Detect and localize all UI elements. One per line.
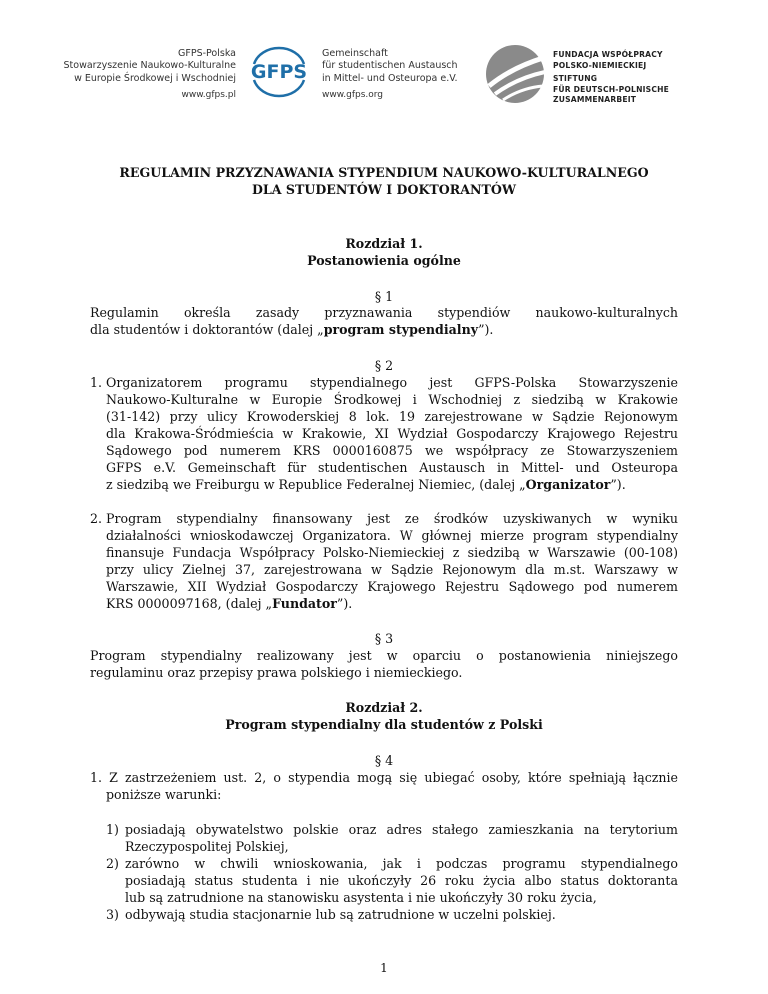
- condition-1-line: Rzeczypospolitej Polskiej,: [125, 839, 289, 854]
- section-2-item-2-line: finansuje Fundacja Współpracy Polsko-Niemieckiej z siedzibą w Warszawie (00-108): [106, 545, 678, 560]
- section-2-item-1-line: (31-142) przy ulicy Krowoderskiej 8 lok. 19 zarejestrowane w Sądzie Rejonowym: [106, 409, 678, 424]
- section-4-mark: § 4: [374, 753, 394, 768]
- section-4-item-1-line: 1. Z zastrzeżeniem ust. 2, o stypendia mogą się ubiegać osoby, które spełniają łącznie: [90, 770, 678, 785]
- gfps-right-line: in Mittel- und Osteuropa e.V.: [322, 72, 458, 84]
- fund-line: POLSKO-NIEMIECKIEJ: [553, 60, 647, 70]
- gfps-right-line: Gemeinschaft: [322, 48, 388, 59]
- section-3-line-1: Program stypendialny realizowany jest w oparciu o postanowienia niniejszego: [90, 648, 678, 663]
- text-run: dla studentów i doktorantów (dalej „: [90, 322, 324, 337]
- fund-line: FUNDACJA WSPÓŁPRACY: [553, 50, 663, 59]
- fund-line: FÜR DEUTSCH-POLNISCHE: [553, 84, 670, 94]
- text-run: ”).: [610, 477, 626, 492]
- gfps-left-line: Stowarzyszenie Naukowo-Kulturalne: [63, 60, 236, 72]
- gfps-pl-url: www.gfps.pl: [181, 90, 236, 101]
- section-2-item-2-line: Program stypendialny finansowany jest ze środków uzyskiwanych w wyniku: [106, 511, 678, 526]
- condition-2-number: 2): [106, 856, 119, 871]
- section-2-mark: § 2: [374, 358, 394, 373]
- text-run: ”).: [336, 596, 353, 611]
- chapter-1-subtitle: Postanowienia ogólne: [307, 253, 461, 268]
- section-2-item-2-number: 2.: [90, 511, 103, 526]
- page-number: 1: [380, 961, 388, 975]
- fundation-name: [553, 50, 753, 106]
- gfps-logo-icon: [242, 44, 316, 100]
- text-run: KRS 0000097168, (dalej „: [106, 596, 273, 611]
- section-2-item-1-line: Sądowego pod numerem KRS 0000160875 we współpracy ze Stowarzyszeniem: [106, 443, 678, 458]
- condition-3-number: 3): [106, 907, 119, 922]
- section-2-item-2-line: przy ulicy Zielnej 37, zarejestrowana w Sądzie Rejonowym dla m.st. Warszawy w: [106, 562, 678, 577]
- section-2-item-1-line: dla Krakowa-Śródmieścia w Krakowie, XI Wydział Gospodarczy Krajowego Rejestru: [106, 426, 678, 441]
- term-fundator: Fundator: [272, 596, 337, 611]
- section-1-line-1: Regulamin określa zasady przyznawania stypendiów naukowo-kulturalnych: [90, 305, 678, 320]
- gfps-right-line: für studentischen Austausch: [322, 60, 458, 72]
- document-title-line-2: DLA STUDENTÓW I DOKTORANTÓW: [252, 182, 516, 197]
- chapter-2-heading: Rozdział 2.: [345, 700, 423, 715]
- condition-3-line: odbywają studia stacjonarnie lub są zatrudnione w uczelni polskiej.: [125, 907, 556, 922]
- fund-line: STIFTUNG: [553, 74, 598, 84]
- section-1-mark: § 1: [374, 289, 394, 304]
- section-4-item-1-line: poniższe warunki:: [106, 787, 222, 802]
- gfps-ev-address: [322, 48, 492, 102]
- section-2-item-1-line: [106, 476, 626, 494]
- document-title-line-1: REGULAMIN PRZYZNAWANIA STYPENDIUM NAUKOWO-KULTURALNEGO: [119, 165, 649, 180]
- condition-1-line: posiadają obywatelstwo polskie oraz adres stałego zamieszkania na terytorium: [125, 822, 678, 837]
- condition-2-line: lub są zatrudnione na stanowisku asystenta i nie ukończyły 30 roku życia,: [125, 890, 597, 905]
- term-program-stypendialny: program stypendialny: [323, 322, 479, 337]
- section-2-item-2-line: Warszawie, XII Wydział Gospodarczy Krajowego Rejestru Sądowego pod numerem: [106, 579, 678, 594]
- section-2-item-1-number: 1.: [90, 375, 103, 390]
- term-organizator: Organizator: [525, 477, 611, 492]
- chapter-1-heading: Rozdział 1.: [345, 236, 423, 251]
- condition-2-line: posiadają status studenta i nie ukończyły 26 roku życia albo status doktoranta: [125, 873, 678, 888]
- section-2-item-2-line: działalności wnioskodawczej Organizatora. W głównej mierze program stypendialny: [106, 528, 678, 543]
- section-2-item-2-line: [106, 595, 352, 613]
- section-3-line-2: regulaminu oraz przepisy prawa polskiego i niemieckiego.: [90, 665, 463, 680]
- gfps-polska-address: [8, 48, 236, 102]
- text-run: ”).: [478, 322, 494, 337]
- fundation-logo-icon: [481, 44, 549, 104]
- condition-2-line: zarówno w chwili wnioskowania, jak i podczas programu stypendialnego: [125, 856, 678, 871]
- letterhead: [0, 44, 768, 104]
- fund-line: ZUSAMMENARBEIT: [553, 95, 637, 105]
- section-2-item-1-line: GFPS e.V. Gemeinschaft für studentischen Austausch in Mittel- und Osteuropa: [106, 460, 678, 475]
- gfps-org-url: www.gfps.org: [322, 90, 384, 101]
- section-2-item-1-line: Naukowo-Kulturalne w Europie Środkowej i Wschodniej z siedzibą w Krakowie: [106, 392, 678, 407]
- section-2-item-1-line: Organizatorem programu stypendialnego jest GFPS-Polska Stowarzyszenie: [106, 375, 678, 390]
- condition-1-number: 1): [106, 822, 119, 837]
- section-1-line-2: [90, 321, 493, 339]
- gfps-logo-text: GFPS: [250, 61, 308, 83]
- gfps-left-line: GFPS-Polska: [178, 48, 236, 59]
- text-run: z siedzibą we Freiburgu w Republice Federalnej Niemiec, (dalej „: [106, 477, 526, 492]
- gfps-left-line: w Europie Środkowej i Wschodniej: [74, 72, 236, 84]
- chapter-2-subtitle: Program stypendialny dla studentów z Polski: [225, 717, 543, 732]
- section-3-mark: § 3: [374, 631, 394, 646]
